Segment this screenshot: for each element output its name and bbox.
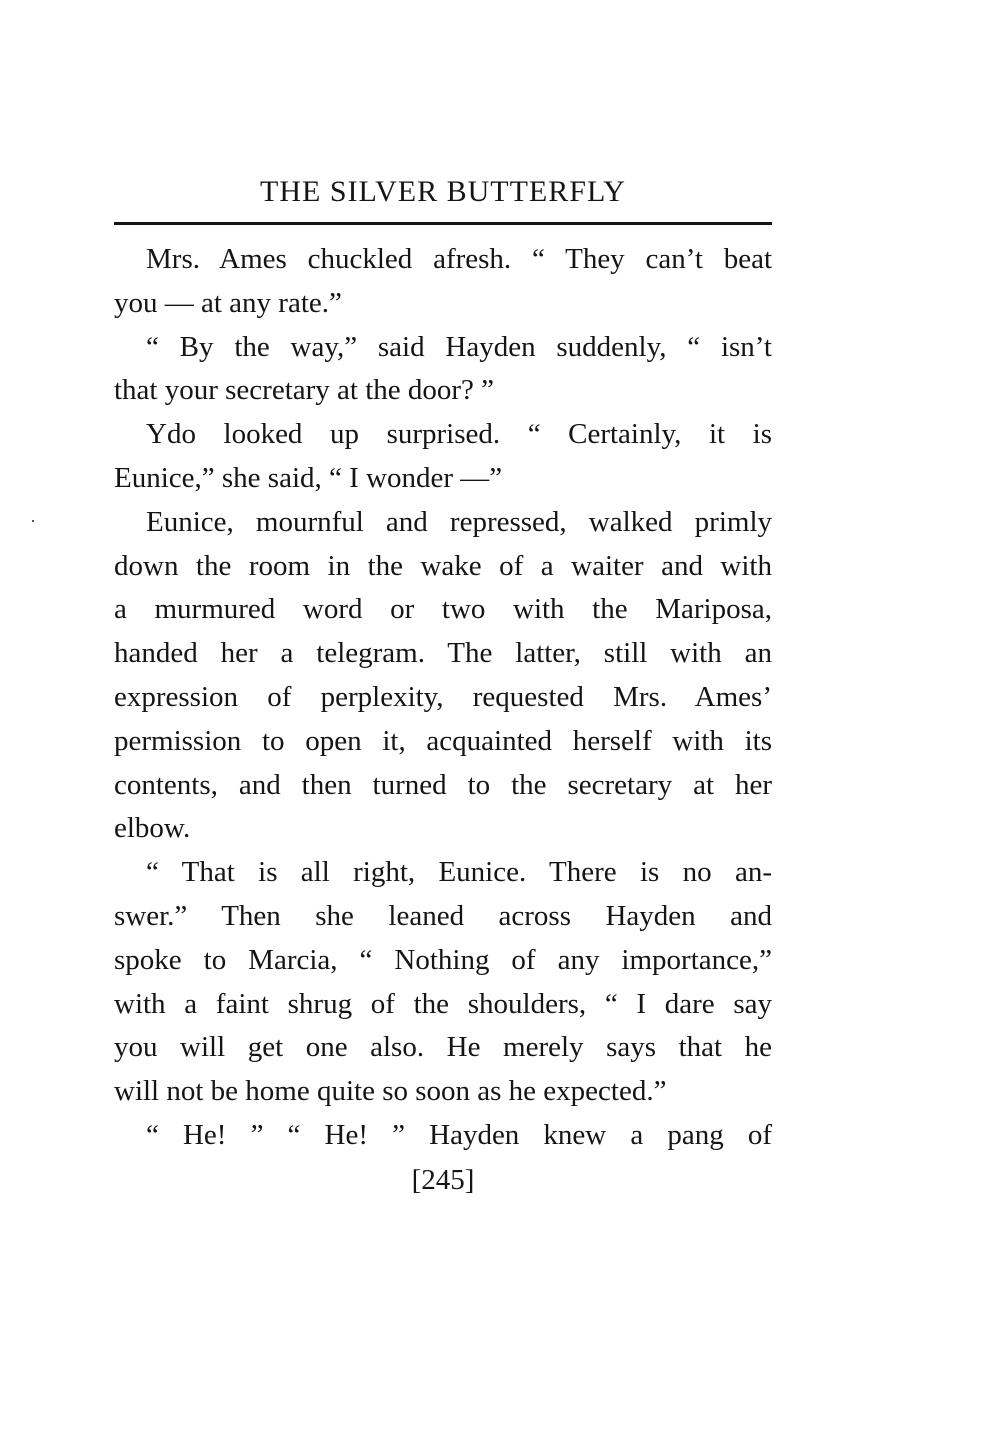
text-line: will not be home quite so soon as he expected.”: [114, 1075, 667, 1108]
page-number: [245]: [411, 1164, 475, 1196]
text-line: permission to open it, acquainted herself with its: [114, 724, 772, 757]
text-line: you will get one also. He merely says that he: [114, 1031, 772, 1064]
text-line: a murmured word or two with the Mariposa,: [114, 593, 772, 626]
text-line: expression of perplexity, requested Mrs. Ames’: [114, 680, 772, 713]
running-head: THE SILVER BUTTERFLY: [260, 175, 626, 208]
text-line: Eunice,” she said, “ I wonder —”: [114, 461, 503, 494]
body-text: [114, 238, 772, 1158]
text-line: Mrs. Ames chuckled afresh. “ They can’t beat: [146, 243, 772, 275]
text-line: spoke to Marcia, “ Nothing of any importance,”: [114, 943, 772, 976]
text-line: down the room in the wake of a waiter and with: [114, 549, 772, 582]
text-line: with a faint shrug of the shoulders, “ I dare say: [114, 987, 772, 1020]
text-line: “ That is all right, Eunice. There is no an-: [146, 856, 772, 889]
margin-speck: [32, 520, 34, 522]
text-line: Ydo looked up surprised. “ Certainly, it is: [146, 418, 772, 451]
text-line: “ By the way,” said Hayden suddenly, “ isn’t: [146, 330, 772, 363]
text-line: “ He! ” “ He! ” Hayden knew a pang of: [146, 1118, 772, 1151]
text-line: elbow.: [114, 812, 191, 845]
text-line: contents, and then turned to the secretary at her: [114, 768, 772, 801]
text-line: you — at any rate.”: [114, 286, 342, 319]
text-line: swer.” Then she leaned across Hayden and: [114, 899, 772, 932]
header-rule: [114, 222, 772, 225]
text-line: that your secretary at the door? ”: [114, 374, 495, 407]
text-line: handed her a telegram. The latter, still with an: [114, 637, 772, 670]
text-line: Eunice, mournful and repressed, walked primly: [146, 505, 772, 538]
